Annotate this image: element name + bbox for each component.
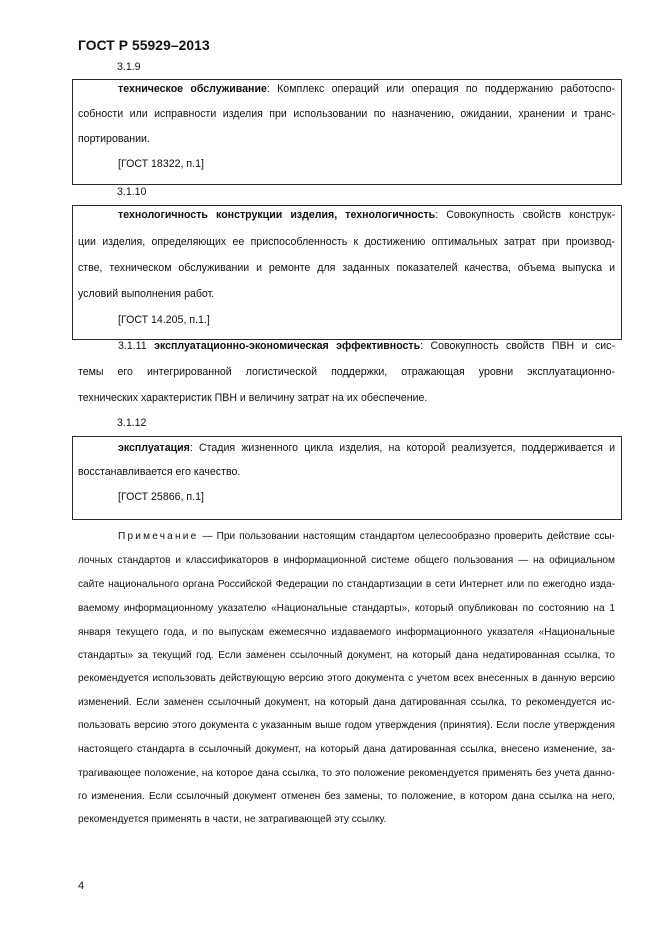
reference: [ГОСТ 14.205, п.1.] xyxy=(118,314,210,326)
definition-line: стве, техническом обслуживании и ремонте для заданных показателей качества, объема выпуска и xyxy=(78,262,615,274)
clause-number: 3.1.10 xyxy=(117,186,147,198)
definition-line: темы его интегрированной логистической поддержки, отражающая уровни эксплуатационно- xyxy=(78,366,615,378)
note-line: сайте национального органа Российской Федерации по стандартизации в сети Интернет или по ежегодно изда- xyxy=(78,579,615,590)
definition-line: технологичность конструкции изделия, технологичность: Совокупность свойств конструк- xyxy=(118,209,615,221)
term: технологичность конструкции изделия, технологичность xyxy=(118,209,436,221)
term: техническое обслуживание xyxy=(118,83,267,95)
clause-number: 3.1.9 xyxy=(117,61,141,73)
document-header: ГОСТ Р 55929–2013 xyxy=(78,38,210,53)
definition-line: восстанавливается его качество. xyxy=(78,466,241,478)
page-number: 4 xyxy=(78,880,85,892)
note-line: стандарты» за текущий год. Если заменен ссылочный документ, на который дана недатированная ссылка, то xyxy=(78,650,615,661)
note-line: изменений. Если заменен ссылочный документ, на который дана датированная ссылка, то рекомендуется ис- xyxy=(78,697,615,708)
reference: [ГОСТ 25866, п.1] xyxy=(118,491,204,503)
reference: [ГОСТ 18322, п.1] xyxy=(118,158,204,170)
definition-line: технических характеристик ПВН и величину затрат на их обеспечение. xyxy=(78,392,428,404)
definition-line: портировании. xyxy=(78,133,150,145)
definition-line: эксплуатация: Стадия жизненного цикла изделия, на которой реализуется, поддерживается и xyxy=(118,442,615,454)
note-line: лочных стандартов и классификаторов в информационной системе общего пользования — на официальном xyxy=(78,555,615,566)
note-line: рекомендуется применять в части, не затрагивающей эту ссылку. xyxy=(78,814,387,825)
definition-line: ции изделия, определяющих ее приспособленность к достижению оптимальных затрат при производ- xyxy=(78,236,615,248)
note-line: рекомендуется использовать действующую версию этого документа с учетом всех внесенных в данную версию xyxy=(78,673,615,684)
note-line: пользовать версию этого документа с указанным выше годом утверждения (принятия). Если после утверждения xyxy=(78,720,615,731)
term: эксплуатационно-экономическая эффективность xyxy=(154,340,421,352)
note-line: Примечание — При пользовании настоящим стандартом целесообразно проверить действие ссы- xyxy=(118,531,615,542)
note-line: ваемому информационному указателю «Национальные стандарты», который опубликован по состоянию на 1 xyxy=(78,603,615,614)
definition-line: 3.1.11 эксплуатационно-экономическая эффективность: Совокупность свойств ПВН и сис- xyxy=(118,340,615,352)
note-line: трагивающее положение, на которое дана ссылка, то это положение рекомендуется применять без учета данно- xyxy=(78,768,615,779)
definition-line: условий выполнения работ. xyxy=(78,288,215,300)
note-line: го изменения. Если ссылочный документ отменен без замены, то положение, в котором дана ссылка на него, xyxy=(78,791,615,802)
note-line: настоящего стандарта в ссылочный документ, на который дана датированная ссылка, внесено изменение, за- xyxy=(78,744,615,755)
clause-number: 3.1.12 xyxy=(117,417,147,429)
note-label: Примечание xyxy=(118,531,199,542)
note-line: января текущего года, и по выпускам ежемесячно издаваемого информационного указателя «Национальные xyxy=(78,627,615,638)
term: эксплуатация xyxy=(118,442,190,454)
definition-line: собности или исправности изделия при использовании по назначению, ожидании, хранении и транс- xyxy=(78,108,615,120)
definition-line: техническое обслуживание: Комплекс операций или операция по поддержанию работоспо- xyxy=(118,83,615,95)
